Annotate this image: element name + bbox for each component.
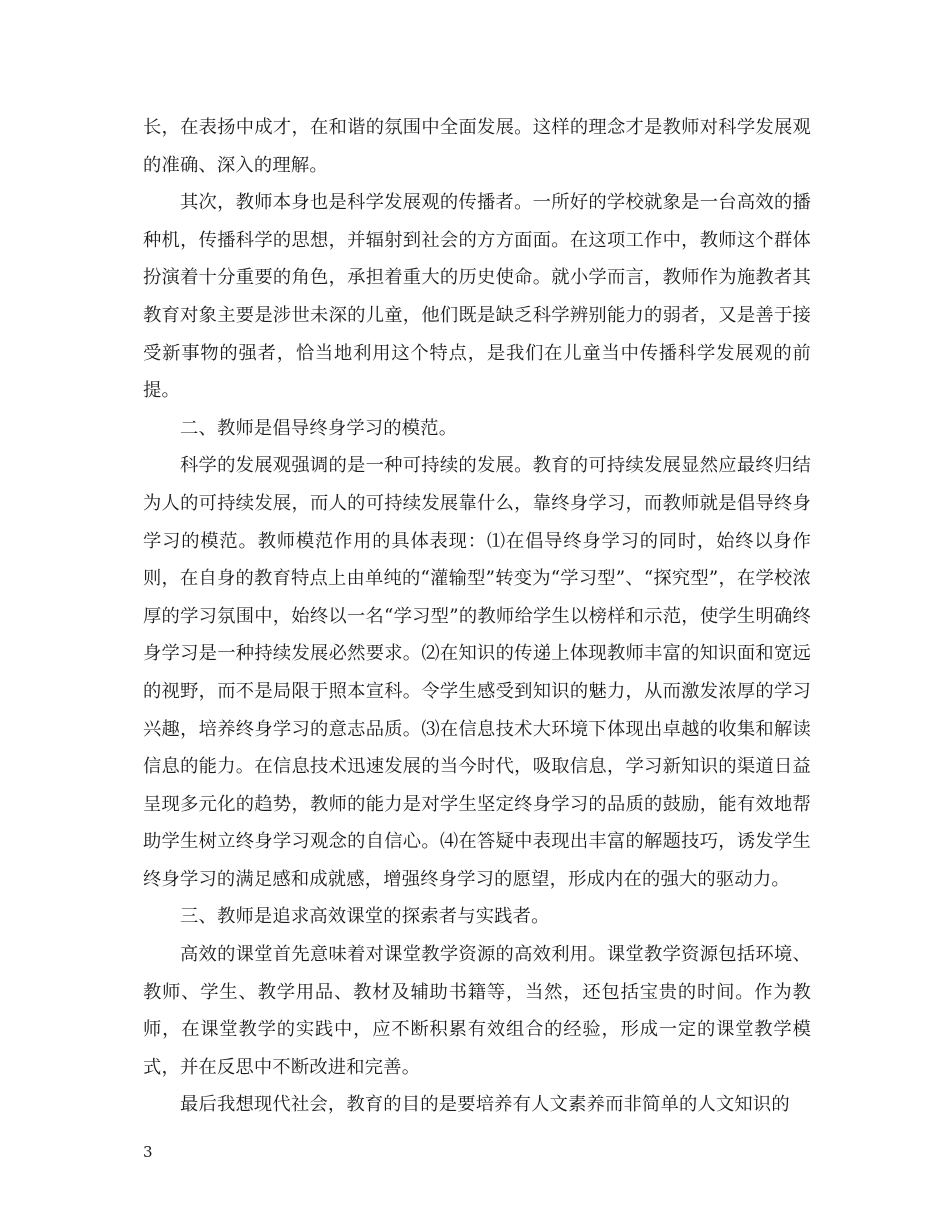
paragraph-closing: 最后我想现代社会，教育的目的是要培养有人文素养而非简单的人文知识的 — [180, 1094, 790, 1116]
section-heading-lifelong-learning: 二、教师是倡导终身学习的模范。 — [180, 417, 458, 439]
page-number: 3 — [143, 1143, 153, 1161]
paragraph-continuation: 长，在表扬中成才，在和谐的氛围中全面发展。这样的理念才是教师对科学发展观的准确、深入的理解。 — [143, 117, 811, 176]
paragraph-lifelong-learning: 科学的发展观强调的是一种可持续的发展。教育的可持续发展显然应最终归结为人的可持续发展，而人的可持续发展靠什么，靠终身学习，而教师就是倡导终身学习的模范。教师模范作用的具体表现：⑴在倡导终身学习的同时，始终以身作则，在自身的教育特点上由单纯的“灌输型”转变为“学习型”、“探究型”，在学校浓厚的学习氛围中，始终以一名“学习型”的教师给学生以榜样和示范，使学生明确终身学习是一种持续发展必然要求。⑵在知识的传递上体现教师丰富的知识面和宽远的视野，而不是局限于照本宣科。令学生感受到知识的魅力，从而激发浓厚的学习兴趣，培养终身学习的意志品质。⑶在信息技术大环境下体现出卓越的收集和解读信息的能力。在信息技术迅速发展的当今时代，吸取信息，学习新知识的渠道日益呈现多元化的趋势，教师的能力是对学生坚定终身学习的品质的鼓励，能有效地帮助学生树立终身学习观念的自信心。⑷在答疑中表现出丰富的解题技巧，诱发学生终身学习的满足感和成就感，增强终身学习的愿望，形成内在的强大的驱动力。 — [143, 455, 811, 890]
section-heading-efficient-classroom: 三、教师是追求高效课堂的探索者与实践者。 — [180, 906, 550, 928]
paragraph-efficient-classroom: 高效的课堂首先意味着对课堂教学资源的高效利用。课堂教学资源包括环境、教师、学生、教学用品、教材及辅助书籍等，当然，还包括宝贵的时间。作为教师，在课堂教学的实践中，应不断积累有效组合的经验，形成一定的课堂教学模式，并在反思中不断改进和完善。 — [143, 944, 811, 1078]
paragraph-teacher-as-disseminator: 其次，教师本身也是科学发展观的传播者。一所好的学校就象是一台高效的播种机，传播科学的思想，并辐射到社会的方方面面。在这项工作中，教师这个群体扮演着十分重要的角色，承担着重大的历史使命。就小学而言，教师作为施教者其教育对象主要是涉世未深的儿童，他们既是缺乏科学辨别能力的弱者，又是善于接受新事物的强者，恰当地利用这个特点，是我们在儿童当中传播科学发展观的前提。 — [143, 192, 811, 402]
body-text — [143, 109, 811, 1124]
